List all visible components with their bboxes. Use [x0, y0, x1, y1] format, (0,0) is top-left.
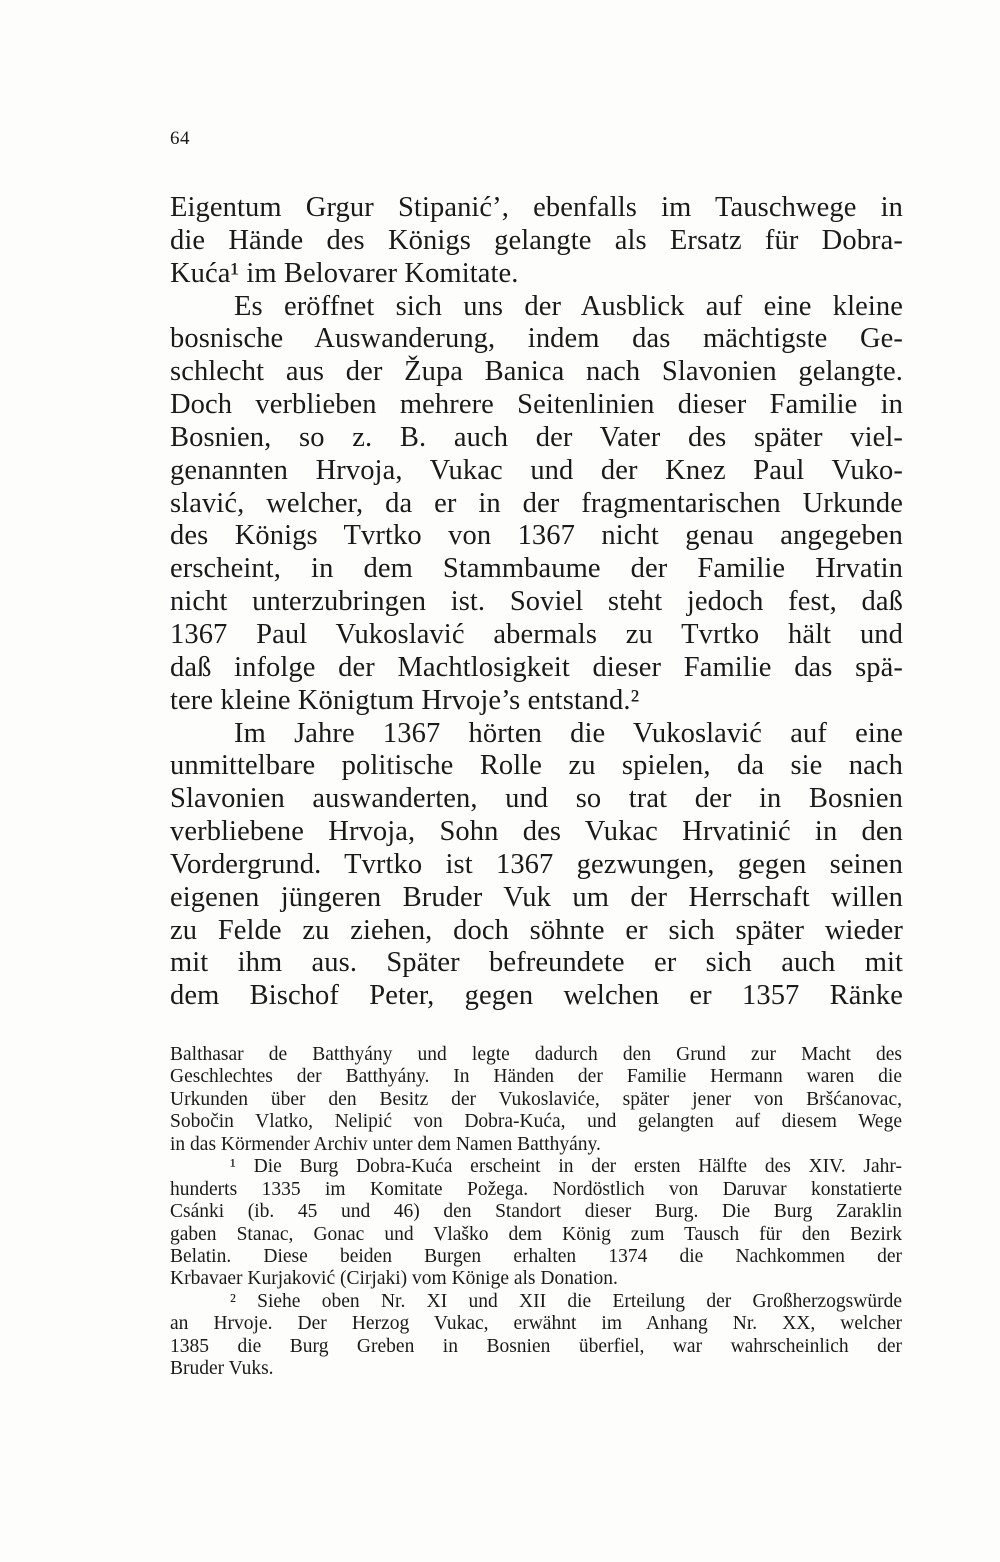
text-line: unmittelbare politische Rolle zu spielen, da sie nach — [170, 750, 903, 782]
text-line: daß infolge der Machtlosigkeit dieser Familie das spä- — [170, 651, 903, 683]
text-line: Es eröffnet sich uns der Ausblick auf eine kleine — [234, 290, 903, 322]
footnote-1-line: Belatin. Diese beiden Burgen erhalten 1374 die Nachkommen der — [170, 1245, 902, 1267]
text-line: Vordergrund. Tvrtko ist 1367 gezwungen, gegen seinen — [170, 848, 903, 880]
footnote-2-line: 1385 die Burg Greben in Bosnien überfiel, war wahrscheinlich der — [170, 1335, 902, 1357]
footnote-2-line: Bruder Vuks. — [170, 1358, 274, 1380]
page-number: 64 — [170, 128, 190, 149]
footnotes — [170, 1044, 902, 1381]
text-line: genannten Hrvoja, Vukac und der Knez Paul Vuko- — [170, 454, 903, 486]
text-line: bosnische Auswanderung, indem das mächtigste Ge- — [170, 323, 903, 355]
text-line: slavić, welcher, da er in der fragmentarischen Urkunde — [170, 487, 903, 519]
footnote-line: Balthasar de Batthyány und legte dadurch den Grund zur Macht des — [170, 1044, 902, 1065]
text-line: nicht unterzubringen ist. Soviel steht jedoch fest, daß — [170, 586, 903, 618]
text-line: Slavonien auswanderten, und so trat der in Bosnien — [170, 783, 903, 815]
footnote-1-line: hunderts 1335 im Komitate Požega. Nordöstlich von Daruvar konstatierte — [170, 1178, 902, 1200]
text-line: Doch verblieben mehrere Seitenlinien dieser Familie in — [170, 389, 903, 421]
text-line: des Königs Tvrtko von 1367 nicht genau angegeben — [170, 520, 903, 552]
text-line: Kuća¹ im Belovarer Komitate. — [170, 257, 519, 289]
footnote-1-line: ¹ Die Burg Dobra-Kuća erscheint in der ersten Hälfte des XIV. Jahr- — [230, 1156, 902, 1178]
text-line: erscheint, in dem Stammbaume der Familie Hrvatin — [170, 553, 903, 585]
text-line: dem Bischof Peter, gegen welchen er 1357 Ränke — [170, 980, 903, 1012]
text-line: Bosnien, so z. B. auch der Vater des später viel- — [170, 421, 903, 453]
footnote-1-line: gaben Stanac, Gonac und Vlaško dem König zum Tausch für den Bezirk — [170, 1223, 902, 1245]
footnote-1-line: Krbavaer Kurjaković (Cirjaki) vom Könige als Donation. — [170, 1268, 618, 1290]
text-line: schlecht aus der Župa Banica nach Slavonien gelangte. — [170, 356, 903, 388]
footnote-line: Geschlechtes der Batthyány. In Händen der Familie Hermann waren die — [170, 1066, 902, 1088]
text-line: eigenen jüngeren Bruder Vuk um der Herrschaft willen — [170, 881, 903, 913]
main-text — [170, 192, 903, 1013]
footnote-2-line: an Hrvoje. Der Herzog Vukac, erwähnt im Anhang Nr. XX, welcher — [170, 1313, 902, 1335]
text-line: verbliebene Hrvoja, Sohn des Vukac Hrvatinić in den — [170, 816, 903, 848]
footnote-1-line: Csánki (ib. 45 und 46) den Standort dieser Burg. Die Burg Zaraklin — [170, 1201, 902, 1223]
footnote-line: Urkunden über den Besitz der Vukoslaviće, später jener von Bršćanovac, — [170, 1088, 902, 1110]
text-line: 1367 Paul Vukoslavić abermals zu Tvrtko hält und — [170, 618, 903, 650]
text-line: tere kleine Königtum Hrvoje’s entstand.² — [170, 684, 640, 716]
text-line: Eigentum Grgur Stipanić’, ebenfalls im Tauschwege in — [170, 192, 903, 223]
text-line: Im Jahre 1367 hörten die Vukoslavić auf eine — [234, 717, 903, 749]
footnote-line: in das Körmender Archiv unter dem Namen Batthyány. — [170, 1133, 601, 1155]
text-line: zu Felde zu ziehen, doch söhnte er sich später wieder — [170, 914, 903, 946]
text-line: mit ihm aus. Später befreundete er sich auch mit — [170, 947, 903, 979]
footnote-line: Sobočin Vlatko, Nelipić von Dobra-Kuća, und gelangten auf diesem Wege — [170, 1111, 902, 1133]
text-line: die Hände des Königs gelangte als Ersatz für Dobra- — [170, 224, 903, 256]
footnote-2-line: ² Siehe oben Nr. XI und XII die Erteilung der Großherzogswürde — [230, 1290, 902, 1312]
